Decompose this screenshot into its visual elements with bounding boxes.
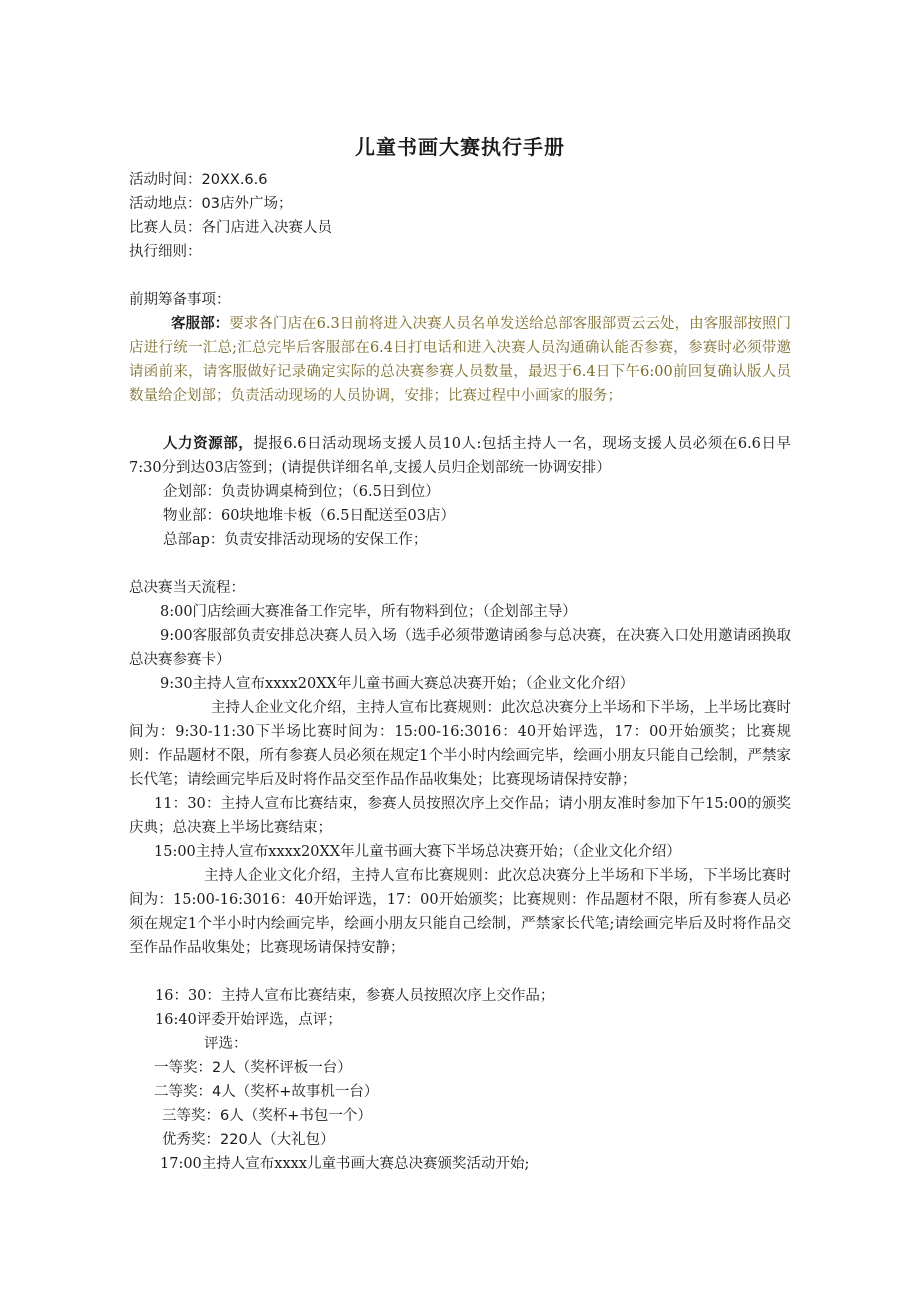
schedule-1630: 16：30：主持人宣布比赛结束，参赛人员按照次序上交作品； xyxy=(155,988,555,1004)
final-heading: 总决赛当天流程： xyxy=(129,580,245,596)
customer-service-paragraph xyxy=(129,312,791,408)
hr-text: 提报6.6日活动现场支援人员10人:包括主持人一名，现场支援人员必须在6.6日早7:30分到达03店签到；(请提供详细名单,支援人员归企划部统一协调安排） xyxy=(129,436,792,476)
activity-place: 活动地点：03店外广场； xyxy=(129,196,293,212)
prize-excellence: 优秀奖：220人（大礼包） xyxy=(162,1132,335,1148)
page-title: 儿童书画大赛执行手册 xyxy=(355,135,565,159)
prize-first: 一等奖：2人（奖杯评板一台） xyxy=(154,1060,352,1076)
property-dept: 物业部：60块地堆卡板（6.5日配送至03店） xyxy=(163,508,455,524)
prize-third: 三等奖：6人（奖杯+书包一个） xyxy=(162,1108,372,1124)
prize-second: 二等奖：4人（奖杯+故事机一台） xyxy=(154,1084,379,1100)
judging-label: 评选： xyxy=(204,1036,248,1052)
execution-details-label: 执行细则： xyxy=(129,244,202,260)
schedule-1640: 16:40评委开始评选，点评； xyxy=(155,1012,342,1028)
schedule-1700: 17:00主持人宣布xxxx儿童书画大赛总决赛颁奖活动开始; xyxy=(160,1156,530,1172)
schedule-1500-detail: 主持人企业文化介绍，主持人宣布比赛规则：此次总决赛分上半场和下半场，下半场比赛时间为：15:00-16:3016：40开始评选，17：00开始颁奖；比赛规则：作品题材不限，所有参赛人员必须在规定1个半小时内绘画完毕，绘画小朋友只能自己绘制，严禁家长代笔;请绘画完毕后及时将作品交至作品作品收集处；比赛现场请保持安静； xyxy=(129,868,791,956)
schedule-1500: 15:00主持人宣布xxxx20XX年儿童书画大赛下半场总决赛开始；（企业文化介绍） xyxy=(154,844,681,860)
schedule-1130: 11：30：主持人宣布比赛结束，参赛人员按照次序上交作品；请小朋友准时参加下午15:00的颁奖庆典；总决赛上半场比赛结束； xyxy=(129,796,791,836)
schedule-0930: 9:30主持人宣布xxxx20XX年儿童书画大赛总决赛开始；（企业文化介绍） xyxy=(160,676,635,692)
schedule-0800: 8:00门店绘画大赛准备工作完毕，所有物料到位；（企划部主导） xyxy=(160,604,577,620)
hq-security: 总部ap：负责安排活动现场的安保工作； xyxy=(163,532,428,548)
hr-paragraph xyxy=(129,432,791,480)
customer-service-label: 客服部： xyxy=(171,316,230,332)
hr-label: 人力资源部， xyxy=(163,436,254,452)
schedule-0900: 9:00客服部负责安排总决赛人员入场（选手必须带邀请函参与总决赛，在决赛入口处用邀请函换取总决赛参赛卡） xyxy=(129,628,791,668)
participants: 比赛人员：各门店进入决赛人员 xyxy=(129,220,332,236)
prep-heading: 前期筹备事项： xyxy=(129,292,231,308)
activity-time: 活动时间：20XX.6.6 xyxy=(129,172,268,188)
customer-service-text: 要求各门店在6.3日前将进入决赛人员名单发送给总部客服部贾云云处，由客服部按照门店进行统一汇总;汇总完毕后客服部在6.4日打电话和进入决赛人员沟通确认能否参赛，参赛时必须带邀请函前来，请客服做好记录确定实际的总决赛参赛人员数量，最迟于6.4日下午6:00前回复确认版人员数量给企划部；负责活动现场的人员协调，安排；比赛过程中小画家的服务； xyxy=(129,316,792,404)
planning-dept: 企划部：负责协调桌椅到位；（6.5日到位） xyxy=(163,484,440,500)
schedule-0930-detail: 主持人企业文化介绍，主持人宣布比赛规则：此次总决赛分上半场和下半场，上半场比赛时间为：9:30-11:30下半场比赛时间为：15:00-16:3016：40开始评选，17：00开始颁奖；比赛规则：作品题材不限，所有参赛人员必须在规定1个半小时内绘画完毕，绘画小朋友只能自己绘制，严禁家长代笔；请绘画完毕后及时将作品交至作品作品收集处；比赛现场请保持安静； xyxy=(129,700,791,788)
